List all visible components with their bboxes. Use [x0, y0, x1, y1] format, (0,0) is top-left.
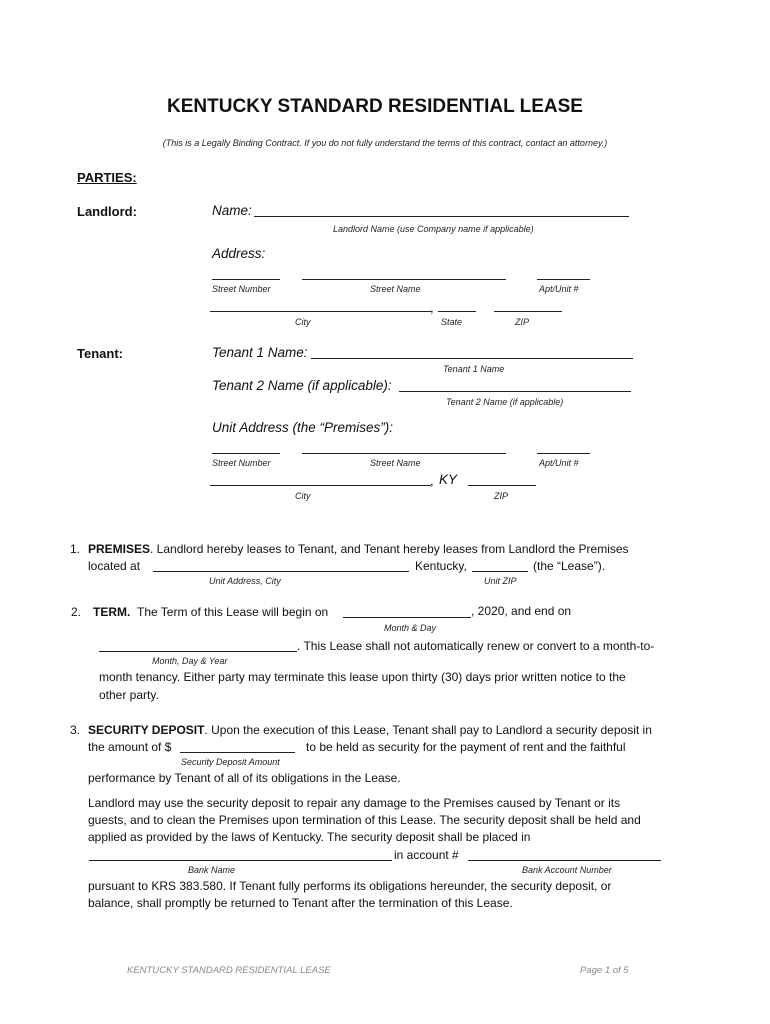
premises-unit-address-field[interactable] [153, 571, 409, 572]
term-text3: month tenancy. Either party may terminate this lease upon thirty (30) days prior written notice to the [99, 670, 626, 684]
premises-title: PREMISES [88, 542, 151, 556]
landlord-state-field[interactable] [438, 311, 476, 312]
tenant2-name-label: Tenant 2 Name (if applicable): [212, 378, 392, 393]
landlord-label: Landlord: [77, 204, 137, 219]
premises-line1 [88, 542, 629, 556]
landlord-apt-field[interactable] [537, 279, 590, 280]
unit-address-label: Unit Address (the “Premises”): [212, 420, 394, 435]
term-number: 2. [71, 605, 82, 619]
landlord-street-name-field[interactable] [302, 279, 506, 280]
deposit-text4: Landlord may use the security deposit to repair any damage to the Premises caused by Tenant or its [88, 796, 621, 810]
premises-text1: . Landlord hereby leases to Tenant, and Tenant hereby leases from Landlord the Premises [150, 542, 629, 556]
deposit-number: 3. [70, 723, 81, 737]
landlord-name-caption: Landlord Name (use Company name if applicable) [333, 224, 534, 234]
term-text2: . This Lease shall not automatically renew or convert to a month-to- [297, 639, 655, 653]
landlord-street-name-caption: Street Name [370, 284, 421, 294]
unit-street-number-field[interactable] [212, 453, 280, 454]
deposit-in-account: in account # [394, 848, 459, 862]
landlord-name-label: Name: [212, 203, 252, 218]
landlord-street-number-field[interactable] [212, 279, 280, 280]
unit-street-name-field[interactable] [302, 453, 506, 454]
deposit-bank-name-field[interactable] [89, 860, 392, 861]
unit-apt-caption: Apt/Unit # [539, 458, 579, 468]
landlord-zip-field[interactable] [494, 311, 562, 312]
deposit-text1: . Upon the execution of this Lease, Tenant shall pay to Landlord a security deposit in [204, 723, 652, 737]
deposit-title: SECURITY DEPOSIT [88, 723, 205, 737]
parties-heading: PARTIES: [77, 170, 137, 185]
deposit-text5: guests, and to clean the Premises upon termination of this Lease. The security deposit shall be held and [88, 813, 641, 827]
document-subtitle: (This is a Legally Binding Contract. If you do not fully understand the terms of this contract, contact an attorney.) [162, 138, 608, 148]
term-end-date-field[interactable] [99, 651, 297, 652]
deposit-bank-name-caption: Bank Name [188, 865, 236, 875]
deposit-text6: applied as provided by the laws of Kentucky. The security deposit shall be placed in [88, 830, 531, 844]
deposit-text2: to be held as security for the payment of rent and the faithful [306, 740, 626, 754]
landlord-address-label: Address: [212, 246, 266, 261]
premises-unit-address-caption: Unit Address, City [209, 576, 281, 586]
document-title: KENTUCKY STANDARD RESIDENTIAL LEASE [167, 96, 583, 117]
landlord-name-field[interactable] [254, 216, 629, 217]
premises-unit-zip-field[interactable] [472, 571, 528, 572]
deposit-text8: balance, shall promptly be returned to Tenant after the termination of this Lease. [88, 896, 513, 910]
footer-page-number: Page 1 of 5 [580, 965, 629, 976]
landlord-state-caption: State [441, 317, 463, 327]
premises-the-lease: (the “Lease”). [533, 559, 606, 573]
landlord-zip-caption: ZIP [515, 317, 530, 327]
deposit-text3: performance by Tenant of all of its obligations in the Lease. [88, 771, 401, 785]
landlord-street-number-caption: Street Number [212, 284, 271, 294]
unit-zip-caption: ZIP [494, 491, 509, 501]
deposit-line1 [88, 723, 652, 737]
unit-city-field[interactable] [210, 485, 431, 486]
deposit-amount-of: the amount of $ [88, 740, 172, 754]
unit-city-caption: City [295, 491, 311, 501]
premises-number: 1. [70, 542, 81, 556]
term-month-day-caption: Month & Day [384, 623, 437, 633]
term-start-date-field[interactable] [343, 617, 471, 618]
term-month-day-year-caption: Month, Day & Year [152, 656, 228, 666]
deposit-account-number-field[interactable] [468, 860, 661, 861]
footer-title: KENTUCKY STANDARD RESIDENTIAL LEASE [127, 965, 331, 976]
landlord-apt-caption: Apt/Unit # [539, 284, 579, 294]
tenant2-name-caption: Tenant 2 Name (if applicable) [446, 397, 564, 407]
unit-apt-field[interactable] [537, 453, 590, 454]
landlord-city-field[interactable] [210, 311, 431, 312]
unit-zip-field[interactable] [468, 485, 536, 486]
term-text4: other party. [99, 688, 159, 702]
tenant1-name-caption: Tenant 1 Name [443, 364, 505, 374]
unit-street-number-caption: Street Number [212, 458, 271, 468]
tenant1-name-field[interactable] [311, 358, 633, 359]
deposit-text7: pursuant to KRS 383.580. If Tenant fully performs its obligations hereunder, the security deposit, or [88, 879, 612, 893]
unit-state-ky: KY [439, 472, 458, 487]
unit-street-name-caption: Street Name [370, 458, 421, 468]
premises-unit-zip-caption: Unit ZIP [484, 576, 517, 586]
term-title: TERM. [93, 605, 131, 619]
tenant-label: Tenant: [77, 346, 123, 361]
premises-kentucky: Kentucky, [415, 559, 467, 573]
tenant1-name-label: Tenant 1 Name: [212, 345, 308, 360]
deposit-amount-field[interactable] [180, 752, 295, 753]
deposit-amount-caption: Security Deposit Amount [181, 757, 280, 767]
term-text1: The Term of this Lease will begin on [137, 605, 329, 619]
tenant2-name-field[interactable] [399, 391, 631, 392]
premises-located-at: located at [88, 559, 141, 573]
deposit-bank-account-caption: Bank Account Number [522, 865, 612, 875]
term-year-text: , 2020, and end on [471, 604, 572, 618]
landlord-city-caption: City [295, 317, 311, 327]
